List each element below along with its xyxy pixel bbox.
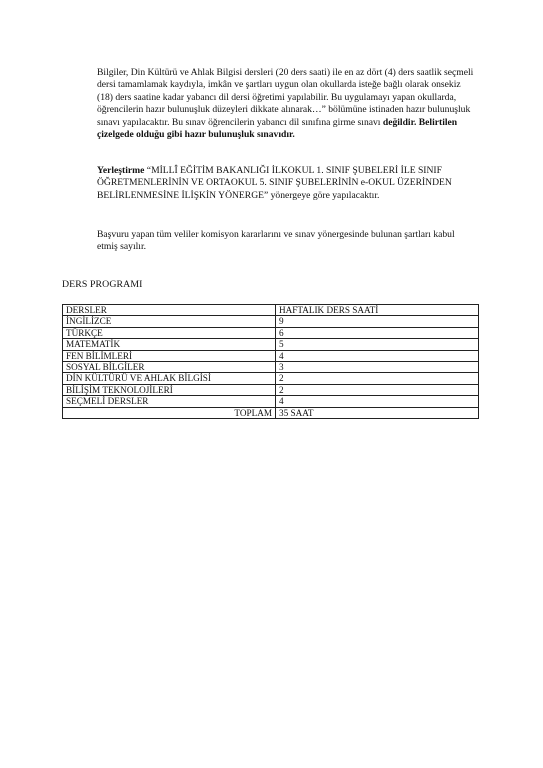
paragraph-placement xyxy=(97,165,477,202)
table-row xyxy=(63,316,479,327)
table-row xyxy=(63,350,479,361)
total-value: 35 SAAT xyxy=(276,407,479,418)
program-heading: DERS PROGRAMI xyxy=(62,279,143,290)
table-row xyxy=(63,362,479,373)
table-row xyxy=(63,396,479,407)
placement-text: “MİLLÎ EĞİTİM BAKANLIĞI İLKOKUL 1. SINIF ŞUBELERİ İLE SINIF ÖĞRETMENLERİNİN VE ORTAOKUL 5. SINIF ŞUBELERİNİN e-OKUL ÜZERİNDEN BELİRLENMESİNE İLİŞKİN YÖNERGE” yönergeye göre yapılacaktır. xyxy=(97,165,452,201)
course-cell: SEÇMELİ DERSLER xyxy=(63,396,276,407)
header-course: DERSLER xyxy=(63,305,276,316)
paragraph-acceptance xyxy=(97,229,477,254)
placement-bold-label: Yerleştirme xyxy=(97,165,145,176)
hours-cell: 4 xyxy=(276,350,479,361)
course-cell: TÜRKÇE xyxy=(63,327,276,338)
hours-cell: 2 xyxy=(276,373,479,384)
course-cell: BİLİŞİM TEKNOLOJİLERİ xyxy=(63,384,276,395)
hours-cell: 4 xyxy=(276,396,479,407)
hours-cell: 3 xyxy=(276,362,479,373)
table-row xyxy=(63,327,479,338)
paragraph-bold-text: değildir. Belirtilen çizelgede olduğu gibi hazır bulunuşluk sınavıdır. xyxy=(97,116,458,141)
course-cell: İNGİLİZCE xyxy=(63,316,276,327)
total-label: TOPLAM xyxy=(63,407,276,418)
header-hours: HAFTALIK DERS SAATİ xyxy=(276,305,479,316)
paragraph-language-course xyxy=(97,67,477,141)
hours-cell: 2 xyxy=(276,384,479,395)
acceptance-text: Başvuru yapan tüm veliler komisyon kararlarını ve sınav yönergesinde bulunan şartları kabul etmiş sayılır. xyxy=(97,229,455,253)
table-row xyxy=(63,384,479,395)
hours-cell: 9 xyxy=(276,316,479,327)
hours-cell: 6 xyxy=(276,327,479,338)
hours-cell: 5 xyxy=(276,339,479,350)
course-cell: FEN BİLİMLERİ xyxy=(63,350,276,361)
course-program-table xyxy=(62,304,479,419)
table-header-row xyxy=(63,305,479,316)
table-total-row xyxy=(63,407,479,418)
table-row xyxy=(63,373,479,384)
course-cell: MATEMATİK xyxy=(63,339,276,350)
table-row xyxy=(63,339,479,350)
paragraph-text: Bilgiler, Din Kültürü ve Ahlak Bilgisi dersleri (20 ders saati) ile en az dört (4) ders saatlik seçmeli dersi tamamlamak kaydıyla, imkân ve şartları uygun olan okullarda isteğe bağlı olarak onsekiz (18) ders saatine kadar yabancı dil dersi öğretimi yapılabilir. Bu uygulamayı yapan okullarda, öğrencilerin hazır bulunuşluk düzeyleri dikkate alınarak…” bölümüne istinaden hazır bulunuşluk sınavı yapılacaktır. Bu sınav öğrencilerin yabancı dil sınıfına girme sınavı xyxy=(97,67,474,128)
course-cell: DİN KÜLTÜRÜ VE AHLAK BİLGİSİ xyxy=(63,373,276,384)
course-cell: SOSYAL BİLGİLER xyxy=(63,362,276,373)
